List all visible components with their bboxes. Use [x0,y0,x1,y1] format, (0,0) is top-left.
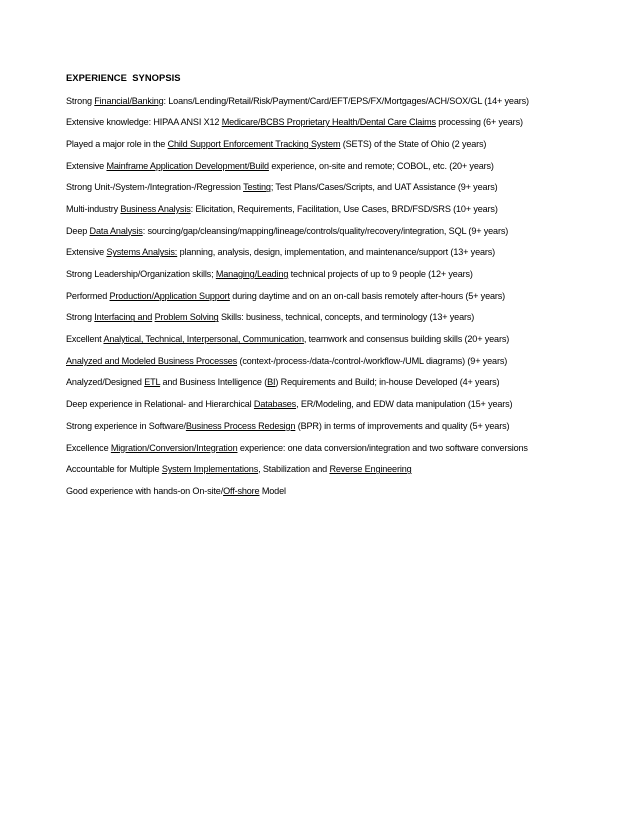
line-text: Extensive knowledge: HIPAA ANSI X12 [66,117,222,128]
line-text: : Loans/Lending/Retail/Risk/Payment/Card/EFT/EPS/FX/Mortgages/ACH/SOX/GL (14+ years) [163,95,529,106]
underlined-keyword: ETL [144,377,161,388]
experience-synopsis-section [66,72,586,507]
underlined-keyword: Production/Application Support [109,290,230,301]
underlined-keyword: Reverse Engineering [329,464,412,475]
line-text: Multi-industry [66,203,121,214]
line-text: Extensive [66,247,107,258]
line-text: (BPR) in terms of improvements and quality (5+ years) [295,420,510,431]
synopsis-line [66,138,586,160]
line-text: and Business Intelligence ( [160,377,268,388]
line-text: experience, on-site and remote; COBOL, etc. (20+ years) [268,160,494,171]
line-text: Excellence [66,442,111,453]
synopsis-line [66,398,586,420]
line-text: Accountable for Multiple [66,464,162,475]
synopsis-line [66,181,586,203]
line-text: Deep experience in Relational- and Hierarchical [66,399,254,410]
line-text: , Stabilization and [258,464,330,475]
line-text: Skills: business, technical, concepts, and terminology (13+ years) [218,312,475,323]
synopsis-line [66,376,586,398]
line-text: Good experience with hands-on On-site/ [66,485,224,496]
synopsis-line [66,442,586,464]
synopsis-line [66,116,586,138]
line-text: ; Test Plans/Cases/Scripts, and UAT Assistance (9+ years) [270,182,498,193]
underlined-keyword: Interfacing and [94,312,153,323]
line-text: Played a major role in the [66,138,168,149]
line-text: during daytime and on an on-call basis remotely after-hours (5+ years) [229,290,506,301]
line-text: Strong Leadership/Organization skills; [66,269,216,279]
underlined-keyword: Analytical, Technical, Interpersonal, Communication [103,334,304,345]
line-text: , ER/Modeling, and EDW data manipulation (15+ years) [296,399,513,410]
line-text: Strong experience in Software/ [66,420,186,431]
synopsis-line [66,355,586,377]
line-text: : sourcing/gap/cleansing/mapping/lineage/controls/quality/recovery/integration, SQL (9+ years) [142,225,509,236]
line-text: ) Requirements and Build; in-house Developed (4+ years) [275,377,500,388]
underlined-keyword: Mainframe Application Development/Build [106,160,269,171]
underlined-keyword: Problem Solving [154,312,219,323]
underlined-keyword: Testing [243,182,271,193]
underlined-keyword: Managing/Leading [215,269,289,279]
line-text: Excellent [66,334,104,345]
underlined-keyword: Migration/Conversion/Integration [110,442,238,453]
line-text: Deep [66,225,90,236]
underlined-keyword: System Implementations [161,464,259,475]
line-text: technical projects of up to 9 people (12+ years) [288,269,473,279]
underlined-keyword: Analyzed and Modeled Business Processes [66,355,238,366]
line-text: Performed [66,290,110,301]
underlined-keyword: Off-shore [223,485,260,496]
line-text: experience: one data conversion/integration and two software conversions [237,442,528,453]
line-text: Analyzed/Designed [66,377,145,388]
synopsis-line [66,311,586,333]
section-heading: EXPERIENCE SYNOPSIS [66,72,181,83]
underlined-keyword: Business Analysis [120,203,191,214]
line-text: Strong [66,95,95,106]
line-text: , teamwork and consensus building skills (20+ years) [303,334,510,345]
synopsis-line [66,463,586,485]
line-text: Model [259,485,286,496]
synopsis-line [66,160,586,182]
synopsis-line [66,485,586,507]
line-text: (SETS) of the State of Ohio (2 years) [340,138,487,149]
underlined-keyword: Child Support Enforcement Tracking System [167,138,341,149]
line-text: Strong Unit-/System-/Integration-/Regression [66,182,244,193]
underlined-keyword: Medicare/BCBS Proprietary Health/Dental Care Claims [221,117,436,128]
synopsis-line [66,333,586,355]
synopsis-line [66,290,586,312]
synopsis-line [66,95,586,117]
line-text: Extensive [66,160,107,171]
line-text: (context-/process-/data-/control-/workflow-/UML diagrams) (9+ years) [237,355,508,366]
synopsis-line [66,246,586,268]
underlined-keyword: Data Analysis [89,225,143,236]
underlined-keyword: Databases [253,399,297,410]
line-text: planning, analysis, design, implementation, and maintenance/support (13+ years) [177,247,496,258]
underlined-keyword: BI [267,377,276,388]
synopsis-line [66,268,586,290]
synopsis-list [66,95,586,507]
underlined-keyword: Business Process Redesign [185,420,296,431]
underlined-keyword: Financial/Banking [94,95,164,106]
line-text: : Elicitation, Requirements, Facilitation, Use Cases, BRD/FSD/SRS (10+ years) [190,203,498,214]
synopsis-line [66,203,586,225]
synopsis-line [66,420,586,442]
line-text: Strong [66,312,95,323]
underlined-keyword: Systems Analysis: [106,247,178,258]
synopsis-line [66,225,586,247]
line-text: processing (6+ years) [435,117,523,128]
